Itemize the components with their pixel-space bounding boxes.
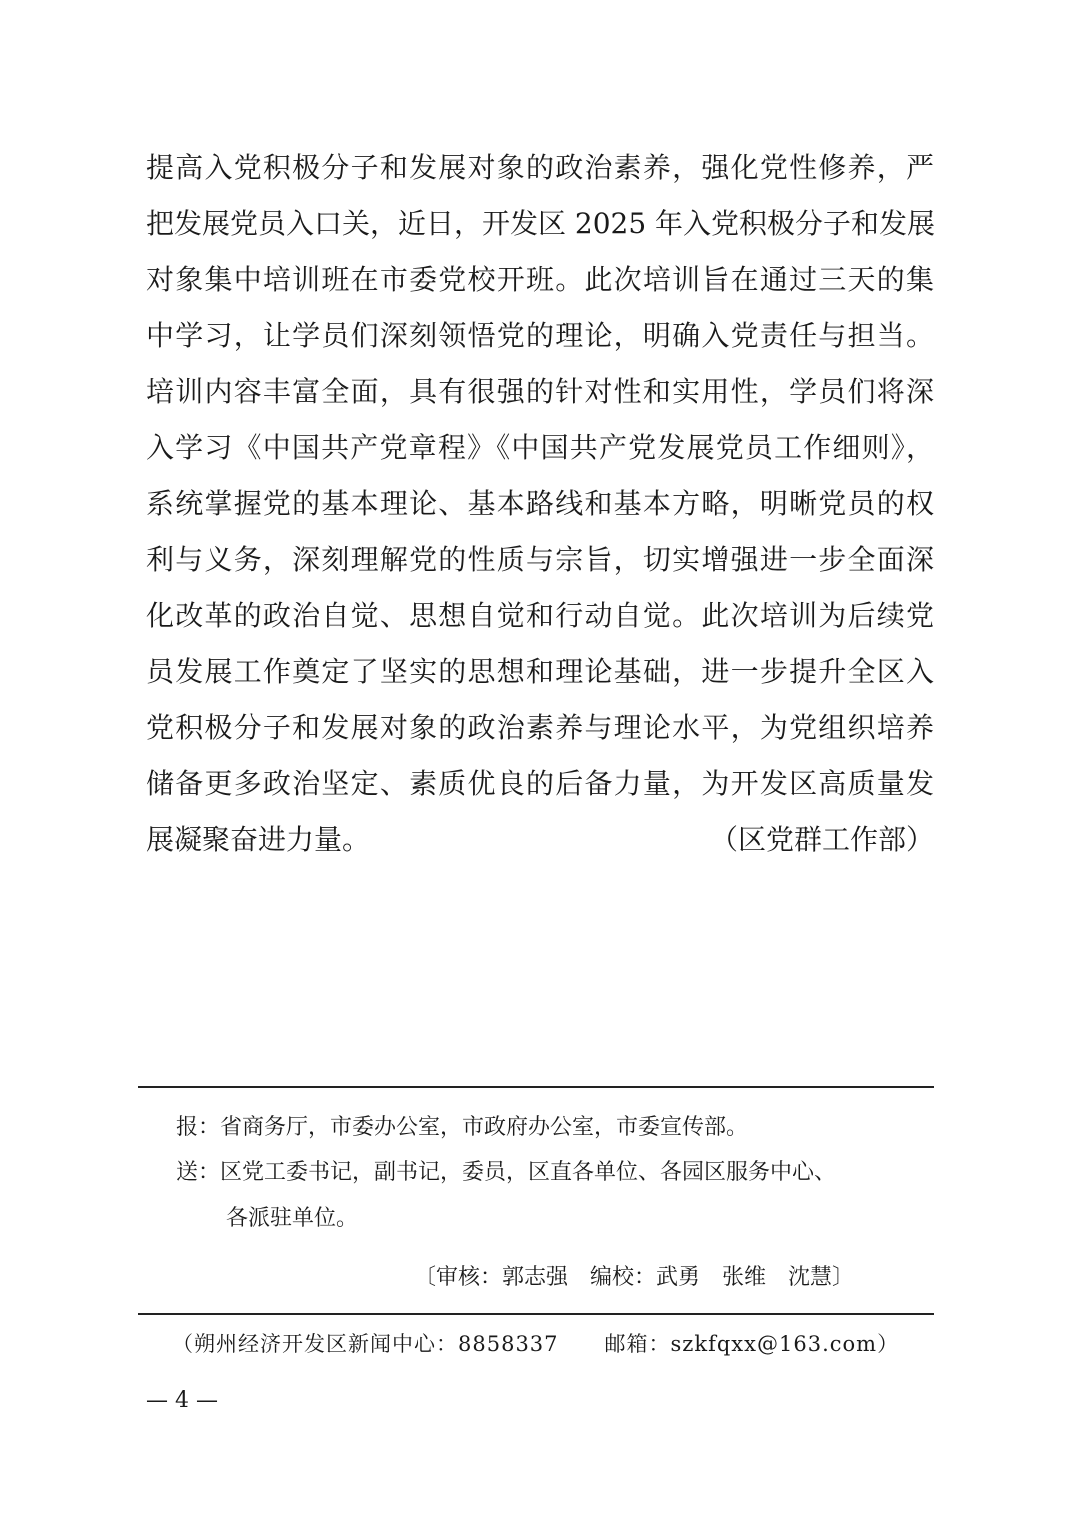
send-to-line: 送：区党工委书记，副书记，委员，区直各单位、各园区服务中心、	[176, 1160, 837, 1185]
page-number: — 4 —	[146, 1388, 218, 1413]
report-to-line: 报：省商务厅，市委办公室，市政府办公室，市委宣传部。	[176, 1115, 749, 1140]
contact-phone: （朔州经济开发区新闻中心：8858337	[172, 1332, 559, 1356]
bottom-divider	[138, 1313, 934, 1315]
body-line: 提高入党积极分子和发展对象的政治素养，强化党性修养，严	[146, 151, 934, 184]
body-line: 员发展工作奠定了坚实的思想和理论基础，进一步提升全区入	[146, 655, 934, 688]
body-line: 化改革的政治自觉、思想自觉和行动自觉。此次培训为后续党	[146, 599, 934, 632]
body-line: 党积极分子和发展对象的政治素养与理论水平，为党组织培养	[146, 711, 934, 744]
contact-email: 邮箱：szkfqxx@163.com）	[604, 1332, 900, 1356]
body-line: 培训内容丰富全面，具有很强的针对性和实用性，学员们将深	[146, 375, 934, 408]
body-line: 中学习，让学员们深刻领悟党的理论，明确入党责任与担当。	[146, 319, 934, 352]
footer-contact	[172, 1328, 899, 1360]
top-divider	[138, 1086, 934, 1088]
body-line: 利与义务，深刻理解党的性质与宗旨，切实增强进一步全面深	[146, 543, 934, 576]
review-credits: 〔审核：郭志强 编校：武勇 张维 沈慧〕	[414, 1265, 855, 1290]
send-to-continuation: 各派驻单位。	[226, 1206, 359, 1231]
body-line: 把发展党员入口关，近日，开发区 2025 年入党积极分子和发展	[146, 207, 936, 240]
body-line: 对象集中培训班在市委党校开班。此次培训旨在通过三天的集	[146, 263, 934, 296]
body-line: 入学习《中国共产党章程》《中国共产党发展党员工作细则》，	[146, 431, 934, 464]
article-source: （区党群工作部）	[709, 823, 934, 856]
body-closing-text: 展凝聚奋进力量。	[146, 823, 371, 856]
article-body	[146, 140, 934, 868]
body-last-line	[146, 812, 934, 868]
body-line: 系统掌握党的基本理论、基本路线和基本方略，明晰党员的权	[146, 487, 934, 520]
body-line: 储备更多政治坚定、素质优良的后备力量，为开发区高质量发	[146, 767, 934, 800]
